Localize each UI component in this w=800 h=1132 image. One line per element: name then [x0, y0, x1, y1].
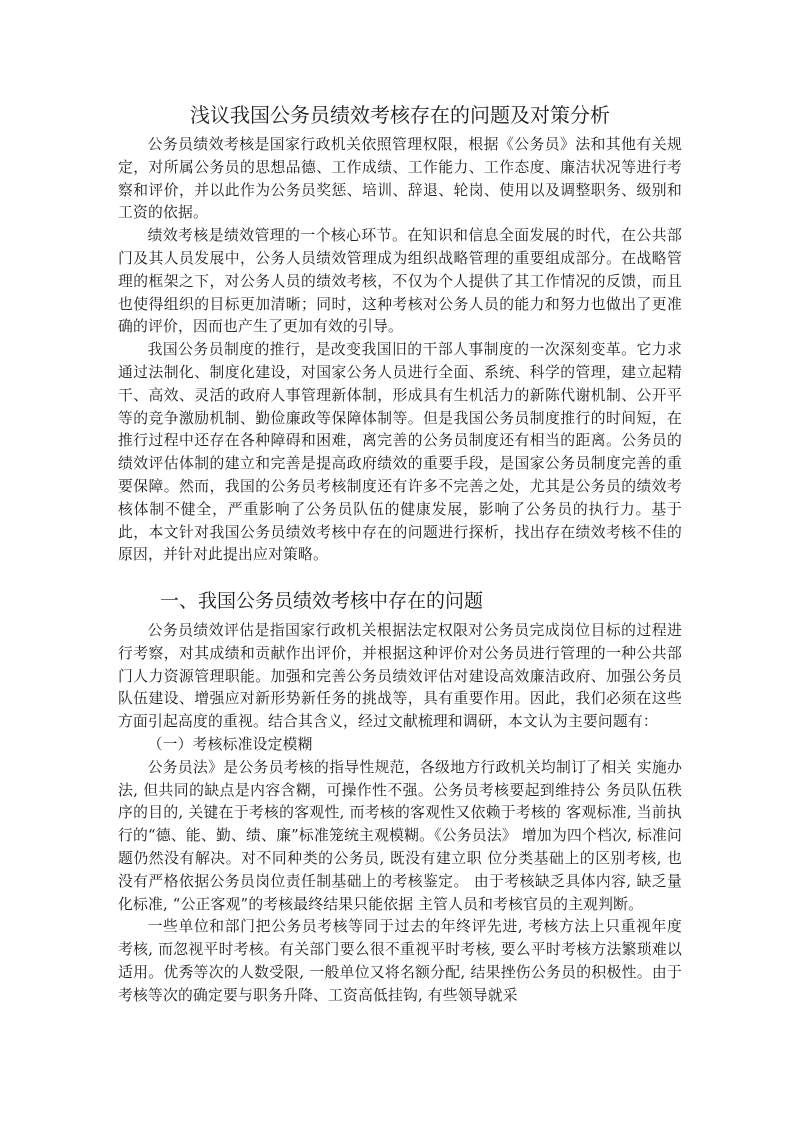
section-1-subheading: （一）考核标准设定模糊 — [147, 735, 313, 753]
section-1-body — [118, 620, 682, 1008]
section-1-paragraph-1: 公务员绩效评估是指国家行政机关根据法定权限对公务员完成岗位目标的过程进行考察，对其成绩和贡献作出评价，并根据这种评价对公务员进行管理的一种公共部门人力资源管理职能。加强和完善公务员绩效评估对建设高效廉洁政府、加强公务员队伍建设、增强应对新形势新任务的挑战等，具有重要作用。因此，我们必须在这些方面引起高度的重视。结合其含义，经过文献梳理和调研，本文认为主要问题有： — [118, 622, 682, 731]
intro-paragraph-1: 公务员绩效考核是国家行政机关依照管理权限，根据《公务员》法和其他有关规定，对所属公务员的思想品德、工作成绩、工作能力、工作态度、廉洁状况等进行考察和评价，并以此作为公务员奖惩、培训、辞退、轮岗、使用以及调整职务、级别和工资的依据。 — [118, 136, 682, 222]
document-title: 浅议我国公务员绩效考核存在的问题及对策分析 — [190, 103, 610, 127]
intro-section — [118, 134, 682, 567]
section-1-paragraph-2: 公务员法》是公务员考核的指导性规范，各级地方行政机关均制订了相关 实施办法, 但共同的缺点是内容含糊，可操作性不强。公务员考核要起到维持公 务员队伍秩序的目的, 关键在于考核的客观性, 而考核的客观性又依赖于考核的 客观标准, 当前执行的“德、能、勤、绩、廉”标准笼统主观模糊。《公务员法》 增加为四个档次, 标准问题仍然没有解决。对不同种类的公务员, 既没有建立职 位分类基础上的区别考核, 也没有严格依据公务员岗位责任制基础上的考核鉴定。 由于考核缺乏具体内容, 缺乏量化标准, “公正客观”的考核最终结果只能依据 主管人员和考核官员的主观判断。 — [118, 758, 682, 913]
section-1-paragraph-3: 一些单位和部门把公务员考核等同于过去的年终评先进, 考核方法上只重视年度考核, 而忽视平时考核。有关部门要么很不重视平时考核, 要么平时考核方法繁琐难以适用。优秀等次的人数受限, 一般单位又将名额分配, 结果挫伤公务员的积极性。由于考核等次的确定要与职务升降、工资高低挂钩, 有些领导就采 — [118, 918, 682, 1004]
intro-paragraph-3: 我国公务员制度的推行，是改变我国旧的干部人事制度的一次深刻变革。它力求通过法制化、制度化建设，对国家公务人员进行全面、系统、科学的管理，建立起精干、高效、灵活的政府人事管理新体制，形成具有生机活力的新陈代谢机制、公开平等的竞争激励机制、勤俭廉政等保障体制等。但是我国公务员制度推行的时间短，在推行过程中还存在各种障碍和困难，离完善的公务员制度还有相当的距离。公务员的绩效评估体制的建立和完善是提高政府绩效的重要手段，是国家公务员制度完善的重要保障。然而，我国的公务员考核制度还有许多不完善之处，尤其是公务员的绩效考核体制不健全，严重影响了公务员队伍的健康发展，影响了公务员的执行力。基于此，本文针对我国公务员绩效考核中存在的问题进行探析，找出存在绩效考核不佳的原因，并针对此提出应对策略。 — [118, 341, 682, 564]
section-1-heading: 一、我国公务员绩效考核中存在的问题 — [160, 590, 484, 612]
intro-paragraph-2: 绩效考核是绩效管理的一个核心环节。在知识和信息全面发展的时代，在公共部门及其人员发展中，公务人员绩效管理成为组织战略管理的重要组成部分。在战略管理的框架之下，对公务人员的绩效考核，不仅为个人提供了其工作情况的反馈，而且也使得组织的目标更加清晰；同时，这种考核对公务人员的能力和努力也做出了更准确的评价，因而也产生了更加有效的引导。 — [118, 227, 682, 336]
